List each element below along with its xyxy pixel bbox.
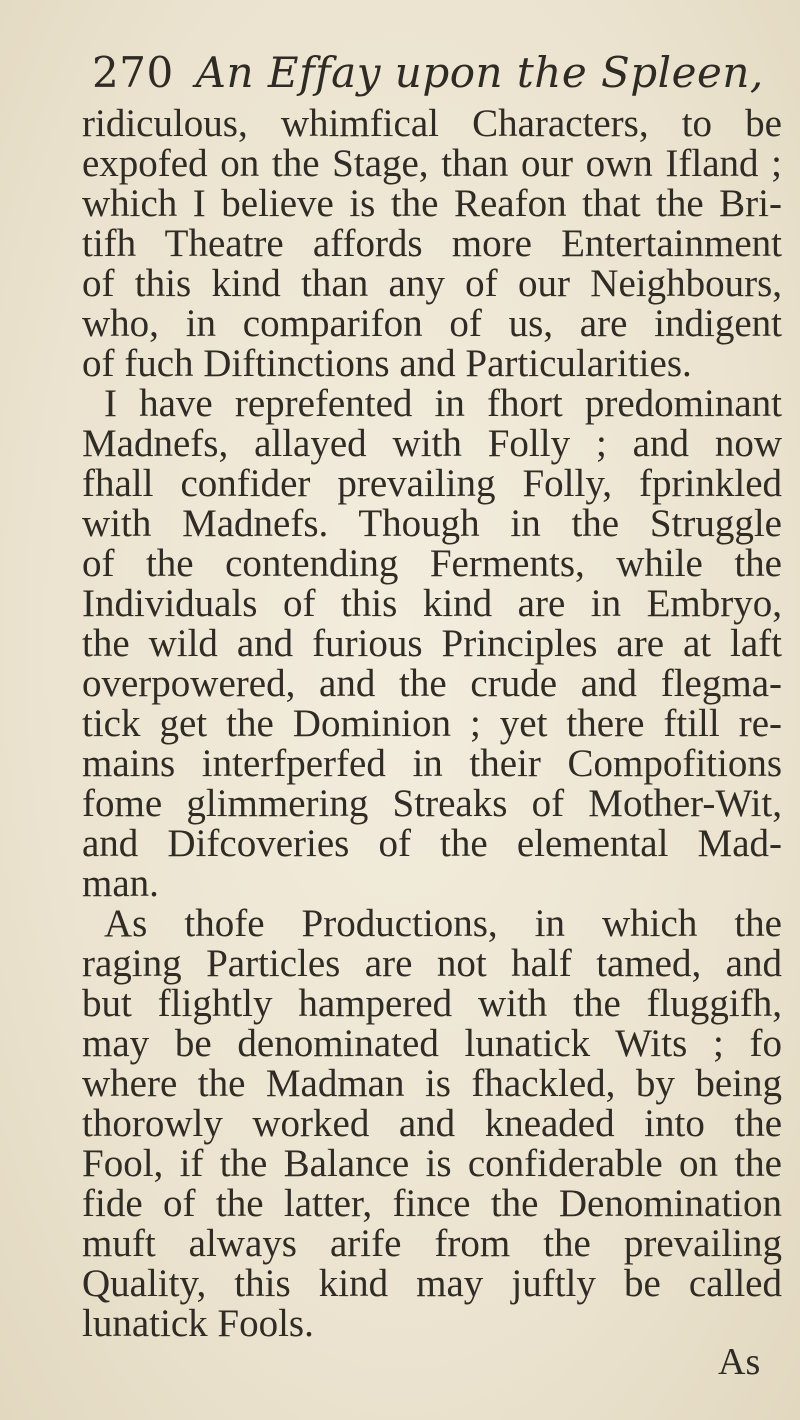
text-line: who, in comparifon of us, are indigent <box>82 302 782 345</box>
text-line: the wild and furious Principles are at laft <box>82 622 782 665</box>
running-title: An Effay upon the Spleen, <box>195 48 764 97</box>
text-line: Quality, this kind may juftly be called <box>82 1262 782 1305</box>
text-line: I have reprefented in fhort predominant <box>104 382 782 425</box>
text-line: Individuals of this kind are in Embryo, <box>82 582 782 625</box>
text-line: expofed on the Stage, than our own Ifland ; <box>82 142 782 185</box>
text-line: fome glimmering Streaks of Mother-Wit, <box>82 782 782 825</box>
catchword: As <box>718 1341 761 1383</box>
text-line: As thofe Productions, in which the <box>104 902 782 945</box>
text-line: overpowered, and the crude and flegma- <box>82 662 782 705</box>
text-line: muft always arife from the prevailing <box>82 1222 782 1265</box>
text-line: Fool, if the Balance is confiderable on the <box>82 1142 782 1185</box>
text-line: of this kind than any of our Neighbours, <box>82 262 782 305</box>
text-line: tifh Theatre affords more Entertainment <box>82 222 782 265</box>
text-line: man. <box>82 862 159 905</box>
text-line: with Madnefs. Though in the Struggle <box>82 502 782 545</box>
text-line: Madnefs, allayed with Folly ; and now <box>82 422 782 465</box>
text-line: and Difcoveries of the elemental Mad- <box>82 822 782 865</box>
text-line: may be denominated lunatick Wits ; fo <box>82 1022 782 1065</box>
page-header <box>92 48 764 97</box>
text-line: raging Particles are not half tamed, and <box>82 942 782 985</box>
text-line: but flightly hampered with the fluggifh, <box>82 982 782 1025</box>
text-line: fhall confider prevailing Folly, fprinkled <box>82 462 782 505</box>
page-number: 270 <box>92 48 174 97</box>
text-line: fide of the latter, fince the Denomination <box>82 1182 782 1225</box>
text-line: of the contending Ferments, while the <box>82 542 782 585</box>
text-line: lunatick Fools. <box>82 1302 314 1345</box>
text-line: which I believe is the Reafon that the Bri- <box>82 182 782 225</box>
text-line: tick get the Dominion ; yet there ftill re- <box>82 702 782 745</box>
text-line: ridiculous, whimfical Characters, to be <box>82 102 782 145</box>
text-line: where the Madman is fhackled, by being <box>82 1062 782 1105</box>
text-line: mains interfperfed in their Compofitions <box>82 742 782 785</box>
text-line: thorowly worked and kneaded into the <box>82 1102 782 1145</box>
body-text <box>82 104 782 1344</box>
text-line: of fuch Diftinctions and Particularities. <box>82 342 692 385</box>
